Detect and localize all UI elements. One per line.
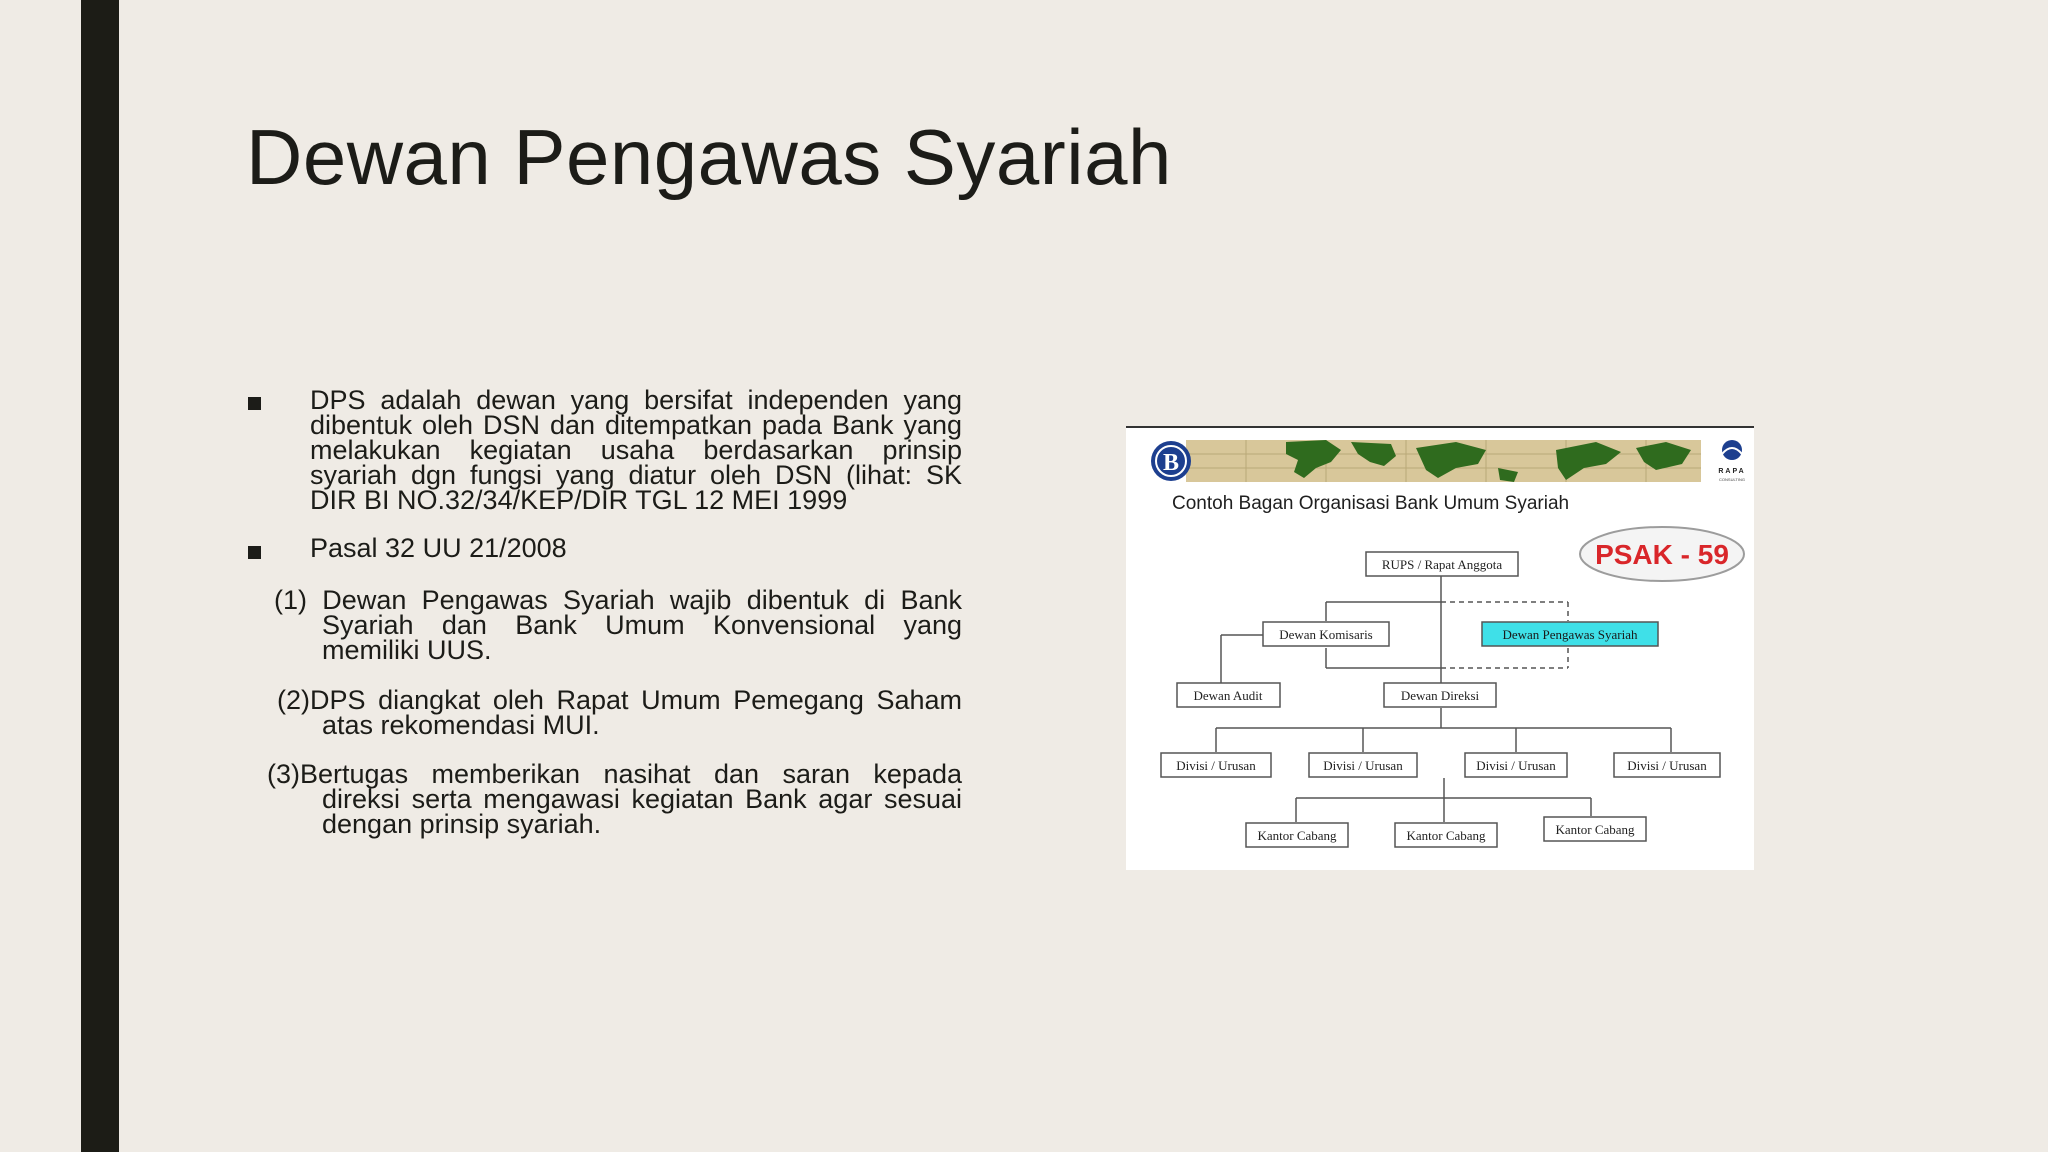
node-cabang-1: [1246, 823, 1348, 847]
rapa-logo: [1718, 440, 1745, 482]
chart-caption: Contoh Bagan Organisasi Bank Umum Syariah: [1172, 493, 1570, 514]
node-audit: [1177, 683, 1280, 707]
bullet-text-1: DPS adalah dewan yang bersifat independen yang dibentuk oleh DSN dan ditempatkan pada Bank yang melakukan kegiatan usaha berdasarkan prinsip syariah dgn fungsi yang diatur oleh DSN (lihat: SK DIR BI NO.32/34/KEP/DIR TGL 12 MEI 1999: [310, 385, 962, 515]
node-cabang-3: [1544, 817, 1646, 841]
org-chart-svg: [1126, 428, 1754, 870]
node-dps: [1482, 622, 1658, 646]
sub-point-2: (2)DPS diangkat oleh Rapat Umum Pemegang Saham atas rekomendasi MUI.: [277, 685, 962, 740]
node-divisi-1: [1161, 753, 1271, 777]
logo-left-letter: B: [1162, 450, 1180, 476]
psak-badge: [1580, 527, 1744, 581]
node-divisi-3-label: Divisi / Urusan: [1476, 758, 1556, 773]
slide-title: Dewan Pengawas Syariah: [246, 113, 1172, 201]
node-divisi-3: [1465, 753, 1567, 777]
rapa-logo-subtext: CONSULTING: [1719, 477, 1745, 482]
node-cabang-2: [1395, 823, 1497, 847]
node-cabang-3-label: Kantor Cabang: [1555, 822, 1635, 837]
bank-indonesia-logo: [1151, 441, 1191, 481]
node-komisaris: [1263, 622, 1389, 646]
node-dps-label: Dewan Pengawas Syariah: [1502, 627, 1638, 642]
node-rups-label: RUPS / Rapat Anggota: [1381, 557, 1503, 572]
node-cabang-2-label: Kantor Cabang: [1406, 828, 1486, 843]
node-rups: [1366, 552, 1518, 576]
node-divisi-4-label: Divisi / Urusan: [1627, 758, 1707, 773]
node-divisi-1-label: Divisi / Urusan: [1176, 758, 1256, 773]
bullet-marker-1: [248, 397, 261, 410]
psak-badge-text: PSAK - 59: [1595, 539, 1729, 570]
world-map-banner: [1186, 440, 1701, 482]
node-divisi-2: [1309, 753, 1417, 777]
sub-point-3: (3)Bertugas memberikan nasihat dan saran kepada direksi serta mengawasi kegiatan Bank agar sesuai dengan prinsip syariah.: [267, 759, 962, 839]
rapa-logo-text: RAPA: [1718, 468, 1746, 475]
node-komisaris-label: Dewan Komisaris: [1279, 627, 1373, 642]
node-audit-label: Dewan Audit: [1193, 688, 1263, 703]
bullet-marker-2: [248, 546, 261, 559]
side-accent-bar: [81, 0, 119, 1152]
sub-point-1: (1) Dewan Pengawas Syariah wajib dibentuk di Bank Syariah dan Bank Umum Konvensional yang memiliki UUS.: [274, 585, 962, 665]
node-divisi-2-label: Divisi / Urusan: [1323, 758, 1403, 773]
bullet-text-2: Pasal 32 UU 21/2008: [310, 533, 567, 563]
org-chart-image: [1126, 426, 1754, 870]
node-direksi: [1384, 683, 1496, 707]
node-cabang-1-label: Kantor Cabang: [1257, 828, 1337, 843]
node-direksi-label: Dewan Direksi: [1400, 688, 1480, 703]
node-divisi-4: [1614, 753, 1720, 777]
